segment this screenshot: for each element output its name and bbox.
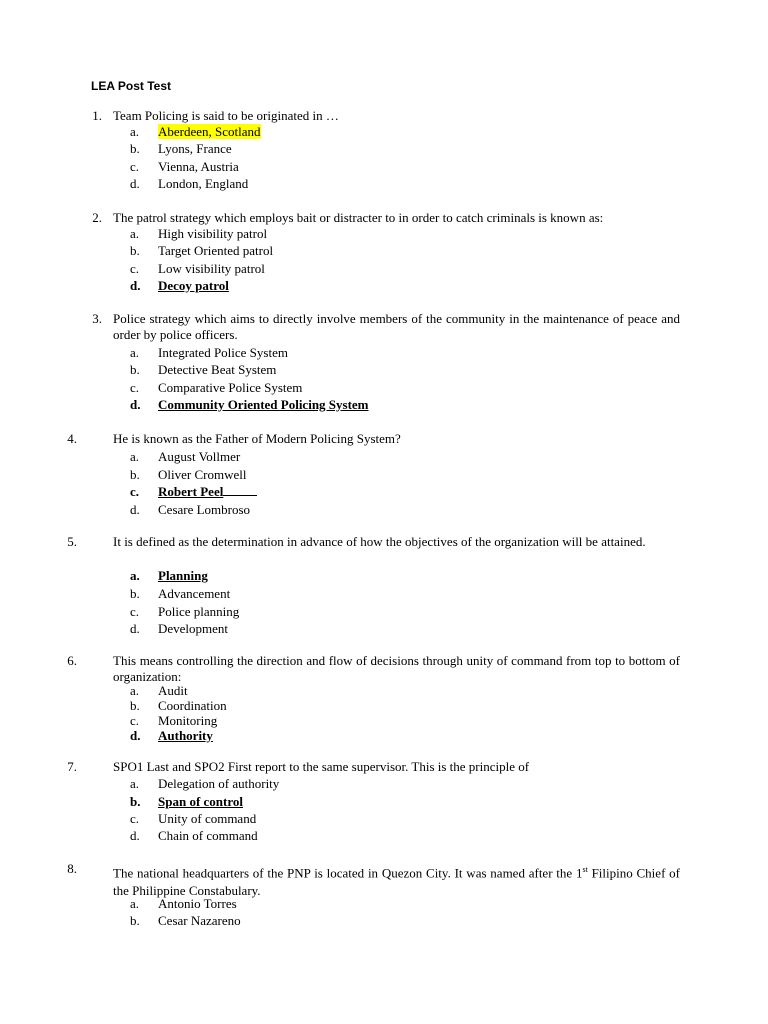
option-a: a. Audit — [130, 683, 188, 698]
option-b: b. Lyons, France — [130, 141, 232, 156]
question-stem: The national headquarters of the PNP is located in Quezon City. It was named after the 1st Filipino Chief of the Philippine Constabulary. — [113, 865, 680, 899]
question-number: 6. — [67, 653, 77, 668]
option-c-correct: c. Robert Peel — [130, 483, 257, 500]
answer-underline — [223, 484, 257, 496]
question-stem: SPO1 Last and SPO2 First report to the same supervisor. This is the principle of — [113, 759, 530, 774]
option-c: c. Police planning — [130, 604, 240, 619]
option-b: b. Cesar Nazareno — [130, 913, 241, 928]
option-a: a. August Vollmer — [130, 449, 241, 464]
document-title: LEA Post Test — [91, 79, 172, 93]
question-stem: He is known as the Father of Modern Policing System? — [113, 431, 401, 446]
option-c: c. Monitoring — [130, 713, 218, 728]
option-c: c. Comparative Police System — [130, 380, 303, 395]
option-a: a. Aberdeen, Scotland — [130, 124, 261, 139]
option-c: c. Unity of command — [130, 811, 257, 826]
option-a: a. High visibility patrol — [130, 226, 268, 241]
question-stem: Team Policing is said to be originated in … — [113, 108, 339, 123]
question-number: 5. — [67, 534, 77, 549]
option-c: c. Low visibility patrol — [130, 261, 265, 276]
question-stem: It is defined as the determination in advance of how the objectives of the organization will be attained. — [113, 534, 646, 549]
question-stem: Police strategy which aims to directly involve members of the community in the maintenance of peace and order by police officers. — [113, 311, 680, 342]
option-c: c. Vienna, Austria — [130, 159, 239, 174]
question-number: 4. — [67, 431, 77, 446]
highlighted-answer: Aberdeen, Scotland — [158, 124, 261, 139]
option-b: b. Oliver Cromwell — [130, 467, 247, 482]
option-a: a. Delegation of authority — [130, 776, 280, 791]
question-number: 8. — [67, 861, 77, 876]
question-number: 2. — [92, 210, 102, 225]
question-number: 1. — [92, 108, 102, 123]
option-b: b. Target Oriented patrol — [130, 243, 274, 258]
option-b-correct: b. Span of control — [130, 794, 243, 809]
option-d: d. Cesare Lombroso — [130, 502, 251, 517]
option-d: d. Development — [130, 621, 229, 636]
option-d-correct: d. Authority — [130, 728, 213, 743]
option-d-correct: d. Community Oriented Policing System — [130, 397, 369, 412]
question-stem: This means controlling the direction and flow of decisions through unity of command from top to bottom of organization: — [113, 653, 680, 684]
option-a: a. Integrated Police System — [130, 345, 288, 360]
question-stem: The patrol strategy which employs bait or distracter to in order to catch criminals is known as: — [113, 210, 604, 225]
option-d: d. London, England — [130, 176, 249, 191]
option-b: b. Detective Beat System — [130, 362, 277, 377]
question-number: 7. — [67, 759, 77, 774]
option-d: d. Chain of command — [130, 828, 258, 843]
option-a: a. Antonio Torres — [130, 896, 237, 911]
option-b: b. Advancement — [130, 586, 231, 601]
question-number: 3. — [92, 311, 102, 326]
option-a-correct: a. Planning — [130, 568, 208, 583]
option-d-correct: d. Decoy patrol — [130, 278, 229, 293]
option-b: b. Coordination — [130, 698, 227, 713]
